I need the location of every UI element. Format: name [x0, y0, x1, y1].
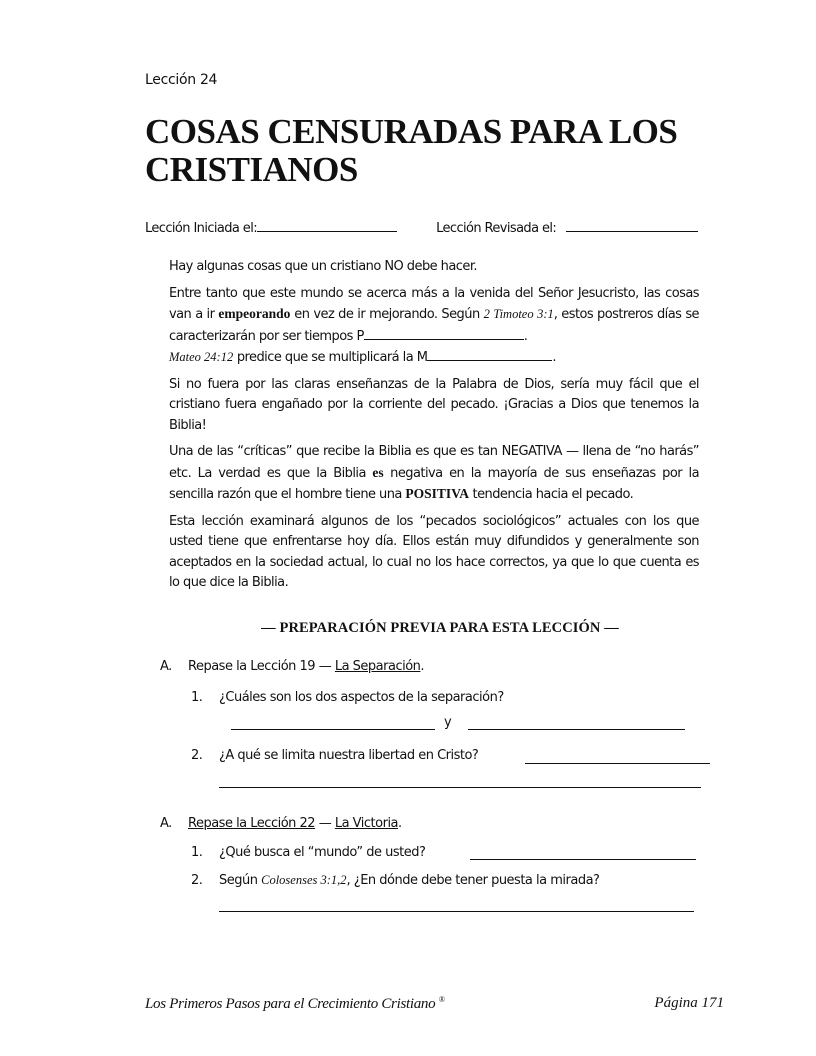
intro-paragraph-2: Entre tanto que este mundo se acerca más a la venida del Señor Jesucristo, las cosas van a ir empeorando en vez de ir mejorando. Según 2 Timoteo 3:1, estos postreros días se caracterizarán por ser tiempos P . Mateo 24:12 predice que se multiplicará la M .: [169, 285, 699, 365]
section-a-heading: A. Repase la Lección 19 — La Separación.: [160, 659, 425, 674]
intro-paragraph-5: Esta lección examinará algunos de los “pecados sociológicos” actuales con los que usted tiene que enfrentarse hoy día. Ellos están muy difundidos y generalmente son aceptados en la sociedad actual, lo cual no los hace correctos, ya que lo que cuenta es lo que dice la Biblia.: [169, 513, 699, 590]
lesson-link: La Victoria: [334, 816, 399, 831]
intro-paragraph-4: Una de las “críticas” que recibe la Biblia es que es tan NEGATIVA — llena de “no harás” etc. La verdad es que la Biblia es negativa en la mayoría de sus enseñazas por la sencilla razón que el hombre tiene una POSITIVA tendencia hacia el pecado.: [169, 444, 700, 502]
dates-row: [145, 218, 735, 236]
emphasis-word: empeorando: [218, 306, 291, 321]
lesson-link: La Separación: [334, 659, 421, 674]
preparation-heading: — PREPARACIÓN PREVIA PARA ESTA LECCIÓN —: [261, 620, 619, 636]
fill-blank-m: [427, 347, 552, 361]
intro-text: [169, 257, 699, 600]
and-label: y: [444, 715, 452, 730]
scripture-reference: Mateo 24:12: [169, 350, 234, 364]
answer-line: [219, 787, 701, 788]
intro-paragraph-3: Si no fuera por las claras enseñanzas de la Palabra de Dios, sería muy fácil que el cristiano fuera engañado por la corriente del pecado. ¡Gracias a Dios que tenemos la Biblia!: [169, 376, 699, 433]
section-b-heading: A. Repase la Lección 22 — La Victoria.: [160, 816, 402, 831]
intro-paragraph-1: Hay algunas cosas que un cristiano NO debe hacer.: [169, 259, 478, 274]
page-title: COSAS CENSURADAS PARA LOS CRISTIANOS: [145, 112, 678, 189]
scripture-reference: 2 Timoteo 3:1: [483, 307, 554, 321]
emphasis-word: es: [372, 464, 384, 480]
scripture-reference: Colosenses 3:1,2: [261, 873, 347, 887]
question-b2: 2. Según Colosenses 3:1,2, ¿En dónde debe tener puesta la mirada?: [191, 873, 600, 888]
fill-blank-p: [364, 326, 524, 340]
answer-line: [468, 729, 685, 730]
answer-line: [470, 859, 696, 860]
question-b1: 1. ¿Qué busca el “mundo” de usted?: [191, 845, 426, 860]
reviewed-label: Lección Revisada el:: [436, 221, 557, 236]
answer-line: [219, 911, 694, 912]
question-a2: 2. ¿A qué se limita nuestra libertad en Cristo?: [191, 748, 479, 763]
question-a1: 1. ¿Cuáles son los dos aspectos de la separación?: [191, 690, 504, 705]
reviewed-blank: [566, 218, 698, 232]
lesson-label: Lección 24: [145, 72, 218, 88]
footer-book-title: Los Primeros Pasos para el Crecimiento Cristiano ®: [145, 995, 445, 1012]
started-blank: [257, 218, 397, 232]
emphasis-word: POSITIVA: [405, 486, 469, 501]
started-label: Lección Iniciada el:: [145, 221, 257, 236]
lesson-link: Repase la Lección 22: [188, 816, 316, 831]
answer-line: [231, 729, 435, 730]
page-number: Página 171: [654, 995, 724, 1011]
answer-line: [525, 763, 710, 764]
